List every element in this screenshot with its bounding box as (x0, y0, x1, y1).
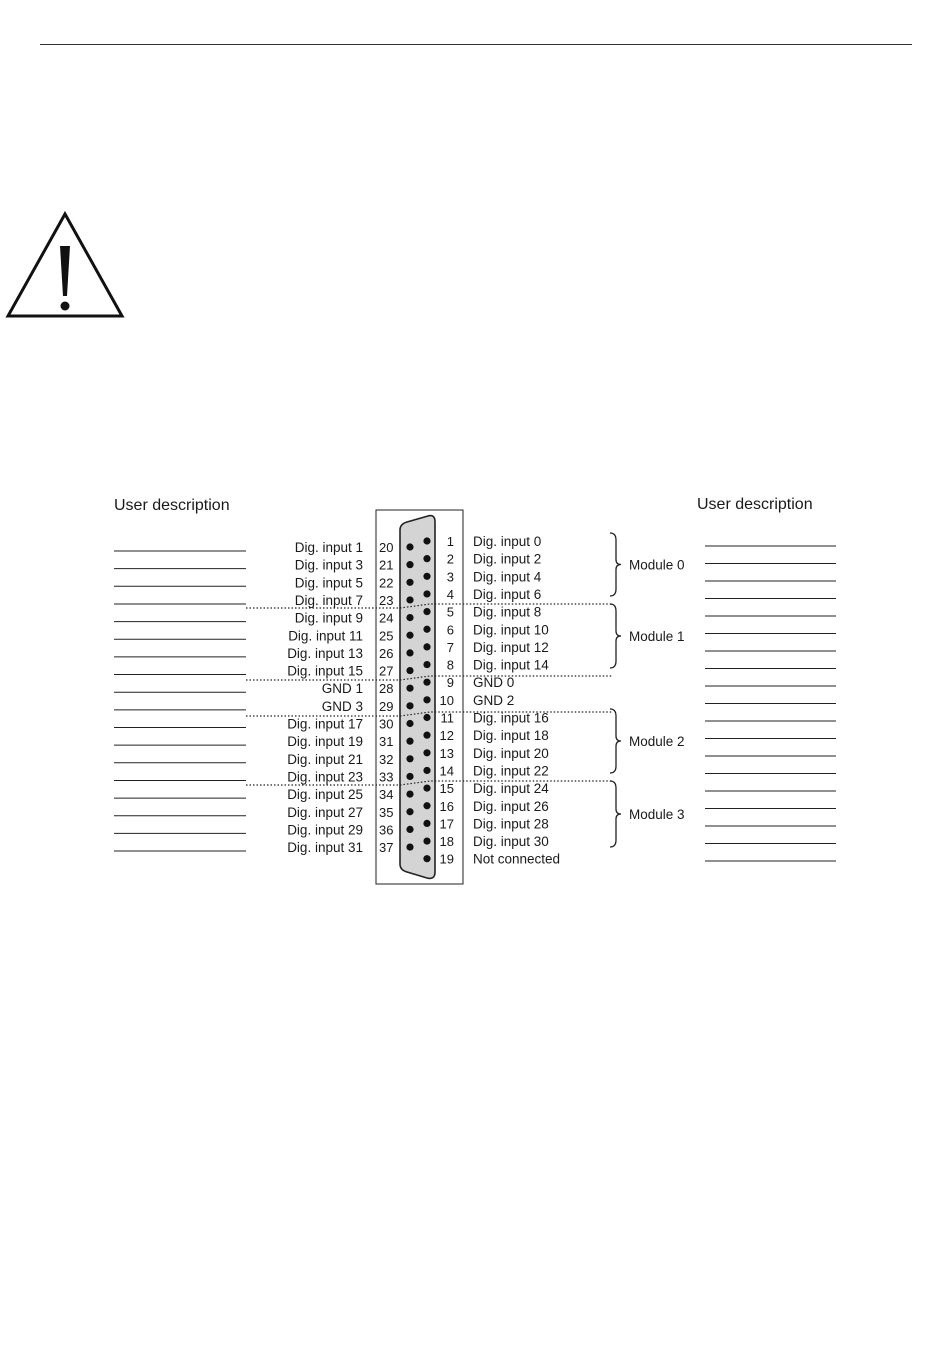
pin-hole (423, 820, 430, 827)
left-pin-number: 36 (379, 822, 394, 838)
pin-hole (423, 537, 430, 544)
right-pin-number: 16 (439, 798, 454, 814)
right-pin-label: Dig. input 6 (473, 586, 542, 602)
right-pin-number: 9 (446, 675, 454, 691)
pin-hole (406, 773, 413, 780)
right-pin-number: 13 (439, 745, 454, 761)
left-pin-label: GND 3 (321, 698, 363, 714)
left-pin-label: Dig. input 13 (287, 645, 363, 661)
right-pin-label: Dig. input 20 (473, 745, 549, 761)
right-pin-label: Dig. input 16 (473, 710, 549, 726)
right-pin-label: Dig. input 24 (473, 781, 549, 797)
right-pin-number: 15 (439, 781, 454, 797)
left-pin-label: Dig. input 25 (287, 787, 363, 803)
right-pin-label: GND 2 (473, 692, 515, 708)
pin-hole (406, 632, 413, 639)
module-label: Module 2 (629, 734, 685, 749)
pin-hole (423, 714, 430, 721)
pin-hole (423, 573, 430, 580)
left-pin-label: Dig. input 15 (287, 663, 363, 679)
left-pin-number: 32 (379, 751, 394, 767)
pin-hole (423, 749, 430, 756)
left-pin-label: Dig. input 7 (294, 592, 363, 608)
pin-hole (406, 685, 413, 692)
module-label: Module 0 (629, 557, 685, 573)
pin-hole (423, 767, 430, 774)
right-pin-label: GND 0 (473, 675, 515, 691)
right-pin-number: 3 (446, 569, 454, 585)
right-pin-number: 19 (439, 851, 454, 867)
pin-hole (406, 614, 413, 621)
right-pin-label: Not connected (473, 851, 561, 867)
right-pin-number: 11 (440, 710, 454, 726)
left-pin-number: 33 (379, 769, 394, 785)
right-pin-label: Dig. input 10 (473, 622, 549, 638)
pin-hole (423, 626, 430, 633)
pin-hole (423, 679, 430, 686)
user-description-lines-left (114, 551, 246, 851)
pin-hole (406, 667, 413, 674)
left-pin-number: 23 (379, 592, 394, 608)
pin-hole (406, 579, 413, 586)
left-pin-number: 27 (379, 663, 394, 679)
right-pin-label: Dig. input 0 (473, 534, 542, 549)
pin-hole (406, 543, 413, 550)
left-pin-number: 25 (379, 628, 394, 644)
left-pin-label: Dig. input 21 (287, 751, 363, 767)
left-pin-number: 34 (379, 787, 394, 803)
pin-hole (406, 720, 413, 727)
right-pin-label: Dig. input 22 (473, 763, 549, 779)
right-pin-number: 10 (439, 692, 454, 708)
pin-hole (423, 643, 430, 650)
right-pin-number: 6 (446, 622, 454, 638)
left-pin-number: 22 (379, 575, 394, 591)
left-pin-label: Dig. input 3 (294, 557, 363, 573)
pin-hole (423, 837, 430, 844)
right-pin-number: 1 (446, 534, 454, 549)
pin-hole (406, 808, 413, 815)
pin-hole (406, 738, 413, 745)
pin-hole (423, 590, 430, 597)
pin-hole (406, 702, 413, 709)
pin-hole (423, 661, 430, 668)
pin-hole (406, 561, 413, 568)
pin-hole (406, 843, 413, 850)
left-pin-number: 37 (379, 840, 394, 856)
pin-hole (406, 791, 413, 798)
pin-hole (423, 785, 430, 792)
pin-hole (406, 826, 413, 833)
left-pin-number: 26 (379, 645, 394, 661)
left-pin-label: Dig. input 27 (287, 804, 363, 820)
left-pin-label: Dig. input 23 (287, 769, 363, 785)
pin-hole (406, 755, 413, 762)
left-pin-number: 31 (379, 734, 394, 750)
right-pin-number: 8 (446, 657, 454, 673)
user-description-left-header: User description (114, 497, 230, 514)
left-pin-number: 29 (379, 698, 394, 714)
right-pin-number: 12 (439, 728, 454, 744)
right-pin-label: Dig. input 4 (473, 569, 542, 585)
right-pin-label: Dig. input 26 (473, 798, 549, 814)
left-pin-label: GND 1 (321, 681, 363, 697)
pin-hole (423, 802, 430, 809)
left-pin-label: Dig. input 17 (287, 716, 363, 732)
pin-hole (423, 555, 430, 562)
module-brace (610, 533, 621, 596)
right-pin-label: Dig. input 2 (473, 551, 542, 567)
module-label: Module 3 (629, 807, 685, 822)
module-groups (610, 533, 685, 847)
left-pin-number: 35 (379, 804, 394, 820)
left-pin-number: 24 (379, 610, 394, 626)
right-pin-label: Dig. input 8 (473, 604, 542, 620)
right-pin-label: Dig. input 12 (473, 639, 549, 655)
user-description-right-header: User description (697, 496, 813, 513)
module-brace (610, 709, 621, 773)
left-pin-number: 21 (379, 557, 394, 573)
right-pin-number: 7 (446, 639, 454, 655)
right-pin-number: 14 (439, 763, 454, 779)
left-pin-label: Dig. input 1 (294, 540, 363, 555)
pin-hole (423, 608, 430, 615)
left-pin-label: Dig. input 19 (287, 734, 363, 750)
pin-hole (423, 696, 430, 703)
left-pin-number: 28 (379, 681, 394, 697)
left-pin-number: 30 (379, 716, 394, 732)
right-pin-label: Dig. input 28 (473, 816, 549, 832)
right-pin-number: 2 (446, 551, 454, 567)
module-brace (610, 781, 621, 847)
right-pin-number: 4 (446, 586, 454, 602)
module-label: Module 1 (629, 629, 685, 644)
left-pin-label: Dig. input 11 (288, 628, 363, 644)
pin-hole (406, 649, 413, 656)
left-pin-label: Dig. input 5 (294, 575, 363, 591)
right-pin-label: Dig. input 30 (473, 834, 549, 850)
right-pin-number: 17 (439, 816, 454, 832)
left-pin-row (287, 540, 413, 855)
pin-hole (423, 855, 430, 862)
right-pin-label: Dig. input 18 (473, 728, 549, 744)
user-description-lines-right (705, 546, 836, 861)
left-pin-number: 20 (379, 540, 394, 555)
left-pin-label: Dig. input 9 (294, 610, 363, 626)
right-pin-number: 5 (446, 604, 454, 620)
left-pin-label: Dig. input 29 (287, 822, 363, 838)
pin-hole (423, 732, 430, 739)
module-brace (610, 604, 621, 668)
left-pin-label: Dig. input 31 (287, 840, 363, 856)
right-pin-row (423, 534, 560, 867)
pin-hole (406, 596, 413, 603)
right-pin-label: Dig. input 14 (473, 657, 549, 673)
right-pin-number: 18 (439, 834, 454, 850)
